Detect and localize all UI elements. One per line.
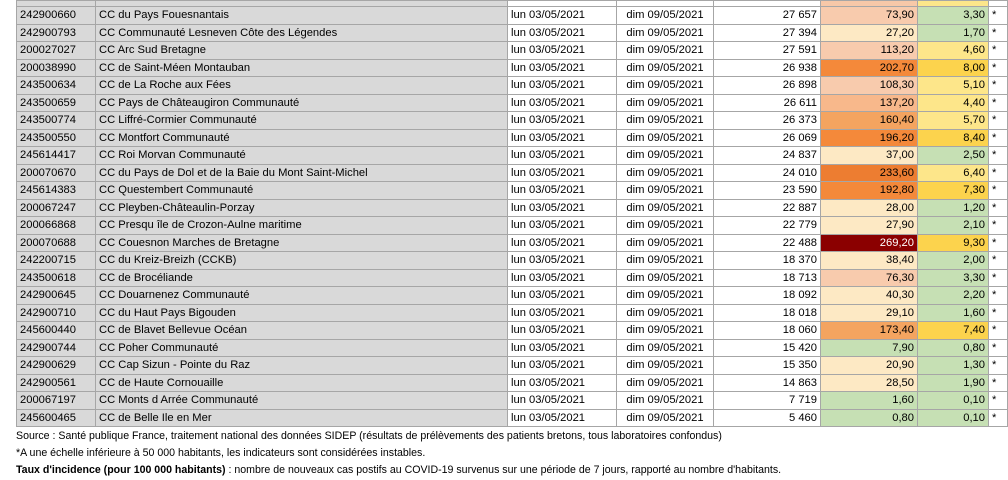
code-cell: 200070688 — [17, 234, 96, 252]
end-date-cell: dim 09/05/2021 — [617, 357, 714, 375]
population-cell: 14 863 — [714, 374, 821, 392]
population-cell: 26 373 — [714, 112, 821, 130]
population-cell: 15 420 — [714, 339, 821, 357]
population-cell: 23 590 — [714, 182, 821, 200]
instability-flag: * — [989, 234, 1008, 252]
code-cell: 200070670 — [17, 164, 96, 182]
incidence-rate-cell: 173,40 — [821, 322, 918, 340]
population-cell: 15 350 — [714, 357, 821, 375]
positivity-rate-cell: 6,40 — [918, 164, 989, 182]
population-cell: 18 018 — [714, 304, 821, 322]
start-date-cell: lun 03/05/2021 — [508, 182, 617, 200]
end-date-cell: dim 09/05/2021 — [617, 287, 714, 305]
table-row — [17, 234, 1008, 252]
table-row — [17, 24, 1008, 42]
code-cell: 243500774 — [17, 112, 96, 130]
population-cell: 27 394 — [714, 24, 821, 42]
start-date-cell: lun 03/05/2021 — [508, 24, 617, 42]
end-date-cell: dim 09/05/2021 — [617, 42, 714, 60]
instability-flag: * — [989, 94, 1008, 112]
instability-flag: * — [989, 129, 1008, 147]
name-cell: CC de Haute Cornouaille — [96, 374, 508, 392]
code-cell: 245600440 — [17, 322, 96, 340]
positivity-rate-cell: 0,80 — [918, 339, 989, 357]
footer-notes — [16, 428, 781, 479]
table-row — [17, 164, 1008, 182]
table-row — [17, 94, 1008, 112]
instability-flag: * — [989, 322, 1008, 340]
incidence-rate-cell: 196,20 — [821, 129, 918, 147]
end-date-cell: dim 09/05/2021 — [617, 24, 714, 42]
name-cell: CC Pays de Châteaugiron Communauté — [96, 94, 508, 112]
end-date-cell: dim 09/05/2021 — [617, 234, 714, 252]
table-row — [17, 217, 1008, 235]
start-date-cell: lun 03/05/2021 — [508, 217, 617, 235]
definition-text: : nombre de nouveaux cas postifs au COVID-19 survenus sur une période de 7 jours, rapporté au nombre d'habitants. — [225, 464, 782, 476]
name-cell: CC du Haut Pays Bigouden — [96, 304, 508, 322]
population-cell: 7 719 — [714, 392, 821, 410]
positivity-rate-cell: 3,30 — [918, 269, 989, 287]
start-date-cell: lun 03/05/2021 — [508, 234, 617, 252]
instability-flag: * — [989, 182, 1008, 200]
positivity-rate-cell: 1,70 — [918, 24, 989, 42]
name-cell: CC Liffré-Cormier Communauté — [96, 112, 508, 130]
table-row — [17, 322, 1008, 340]
start-date-cell: lun 03/05/2021 — [508, 199, 617, 217]
incidence-rate-cell: 0,80 — [821, 409, 918, 427]
end-date-cell: dim 09/05/2021 — [617, 252, 714, 270]
incidence-rate-cell: 1,60 — [821, 392, 918, 410]
incidence-rate-cell: 40,30 — [821, 287, 918, 305]
name-cell: CC de Brocéliande — [96, 269, 508, 287]
table-row — [17, 129, 1008, 147]
end-date-cell: dim 09/05/2021 — [617, 339, 714, 357]
table-row — [17, 287, 1008, 305]
positivity-rate-cell: 1,60 — [918, 304, 989, 322]
start-date-cell: lun 03/05/2021 — [508, 147, 617, 165]
population-cell: 26 938 — [714, 59, 821, 77]
start-date-cell: lun 03/05/2021 — [508, 164, 617, 182]
start-date-cell: lun 03/05/2021 — [508, 129, 617, 147]
name-cell: CC Pleyben-Châteaulin-Porzay — [96, 199, 508, 217]
name-cell: CC Couesnon Marches de Bretagne — [96, 234, 508, 252]
incidence-rate-cell: 37,00 — [821, 147, 918, 165]
start-date-cell: lun 03/05/2021 — [508, 304, 617, 322]
instability-flag: * — [989, 164, 1008, 182]
table-row — [17, 199, 1008, 217]
start-date-cell: lun 03/05/2021 — [508, 357, 617, 375]
incidence-rate-cell: 27,20 — [821, 24, 918, 42]
code-cell: 245614383 — [17, 182, 96, 200]
start-date-cell: lun 03/05/2021 — [508, 392, 617, 410]
definition-note — [16, 462, 781, 479]
code-cell: 200027027 — [17, 42, 96, 60]
population-cell: 18 713 — [714, 269, 821, 287]
positivity-rate-cell: 1,90 — [918, 374, 989, 392]
table-row — [17, 147, 1008, 165]
name-cell: CC Cap Sizun - Pointe du Raz — [96, 357, 508, 375]
positivity-rate-cell: 2,50 — [918, 147, 989, 165]
population-cell: 24 010 — [714, 164, 821, 182]
start-date-cell: lun 03/05/2021 — [508, 409, 617, 427]
population-cell: 5 460 — [714, 409, 821, 427]
code-cell: 200067197 — [17, 392, 96, 410]
instability-flag: * — [989, 42, 1008, 60]
population-cell: 27 591 — [714, 42, 821, 60]
incidence-rate-cell: 38,40 — [821, 252, 918, 270]
name-cell: CC Poher Communauté — [96, 339, 508, 357]
incidence-rate-cell: 160,40 — [821, 112, 918, 130]
table-row — [17, 59, 1008, 77]
positivity-rate-cell: 8,00 — [918, 59, 989, 77]
code-cell: 245600465 — [17, 409, 96, 427]
instability-flag: * — [989, 374, 1008, 392]
code-cell: 242900710 — [17, 304, 96, 322]
incidence-rate-cell: 76,30 — [821, 269, 918, 287]
incidence-rate-cell: 20,90 — [821, 357, 918, 375]
incidence-rate-cell: 137,20 — [821, 94, 918, 112]
incidence-rate-cell: 27,90 — [821, 217, 918, 235]
table-row — [17, 339, 1008, 357]
positivity-rate-cell: 9,30 — [918, 234, 989, 252]
start-date-cell: lun 03/05/2021 — [508, 42, 617, 60]
table-row — [17, 182, 1008, 200]
instability-flag: * — [989, 77, 1008, 95]
positivity-rate-cell: 7,30 — [918, 182, 989, 200]
code-cell: 243500659 — [17, 94, 96, 112]
table-row — [17, 7, 1008, 25]
end-date-cell: dim 09/05/2021 — [617, 392, 714, 410]
code-cell: 243500618 — [17, 269, 96, 287]
positivity-rate-cell: 0,10 — [918, 409, 989, 427]
incidence-rate-cell: 233,60 — [821, 164, 918, 182]
positivity-rate-cell: 5,10 — [918, 77, 989, 95]
end-date-cell: dim 09/05/2021 — [617, 164, 714, 182]
table-row — [17, 392, 1008, 410]
name-cell: CC du Pays Fouesnantais — [96, 7, 508, 25]
instability-flag: * — [989, 24, 1008, 42]
end-date-cell: dim 09/05/2021 — [617, 217, 714, 235]
positivity-rate-cell: 1,30 — [918, 357, 989, 375]
instability-flag: * — [989, 199, 1008, 217]
code-cell: 242900793 — [17, 24, 96, 42]
incidence-rate-cell: 7,90 — [821, 339, 918, 357]
end-date-cell: dim 09/05/2021 — [617, 94, 714, 112]
incidence-rate-cell: 113,20 — [821, 42, 918, 60]
end-date-cell: dim 09/05/2021 — [617, 304, 714, 322]
end-date-cell: dim 09/05/2021 — [617, 322, 714, 340]
start-date-cell: lun 03/05/2021 — [508, 112, 617, 130]
start-date-cell: lun 03/05/2021 — [508, 374, 617, 392]
positivity-rate-cell: 2,20 — [918, 287, 989, 305]
name-cell: CC de Blavet Bellevue Océan — [96, 322, 508, 340]
start-date-cell: lun 03/05/2021 — [508, 59, 617, 77]
table-row — [17, 77, 1008, 95]
positivity-rate-cell: 2,10 — [918, 217, 989, 235]
end-date-cell: dim 09/05/2021 — [617, 59, 714, 77]
code-cell: 245614417 — [17, 147, 96, 165]
start-date-cell: lun 03/05/2021 — [508, 269, 617, 287]
incidence-rate-cell: 29,10 — [821, 304, 918, 322]
positivity-rate-cell: 4,60 — [918, 42, 989, 60]
name-cell: CC Communauté Lesneven Côte des Légendes — [96, 24, 508, 42]
code-cell: 242900744 — [17, 339, 96, 357]
positivity-rate-cell: 7,40 — [918, 322, 989, 340]
instability-flag: * — [989, 287, 1008, 305]
instability-flag: * — [989, 304, 1008, 322]
population-cell: 22 887 — [714, 199, 821, 217]
positivity-rate-cell: 8,40 — [918, 129, 989, 147]
name-cell: CC Monts d Arrée Communauté — [96, 392, 508, 410]
table-row — [17, 374, 1008, 392]
population-cell: 18 370 — [714, 252, 821, 270]
end-date-cell: dim 09/05/2021 — [617, 199, 714, 217]
name-cell: CC Douarnenez Communauté — [96, 287, 508, 305]
code-cell: 242900629 — [17, 357, 96, 375]
population-cell: 22 779 — [714, 217, 821, 235]
instability-flag: * — [989, 112, 1008, 130]
positivity-rate-cell: 2,00 — [918, 252, 989, 270]
table-row — [17, 112, 1008, 130]
end-date-cell: dim 09/05/2021 — [617, 147, 714, 165]
name-cell: CC Montfort Communauté — [96, 129, 508, 147]
table-row — [17, 357, 1008, 375]
name-cell: CC de Saint-Méen Montauban — [96, 59, 508, 77]
instability-flag: * — [989, 147, 1008, 165]
instability-flag: * — [989, 339, 1008, 357]
code-cell: 242900561 — [17, 374, 96, 392]
end-date-cell: dim 09/05/2021 — [617, 409, 714, 427]
incidence-rate-cell: 28,00 — [821, 199, 918, 217]
positivity-rate-cell: 0,10 — [918, 392, 989, 410]
population-cell: 24 837 — [714, 147, 821, 165]
population-cell: 26 069 — [714, 129, 821, 147]
incidence-table — [16, 0, 997, 427]
table-row — [17, 252, 1008, 270]
name-cell: CC de La Roche aux Fées — [96, 77, 508, 95]
data-grid — [16, 0, 1008, 427]
positivity-rate-cell: 1,20 — [918, 199, 989, 217]
name-cell: CC Presqu île de Crozon-Aulne maritime — [96, 217, 508, 235]
start-date-cell: lun 03/05/2021 — [508, 322, 617, 340]
start-date-cell: lun 03/05/2021 — [508, 77, 617, 95]
instability-note: *A une échelle inférieure à 50 000 habitants, les indicateurs sont considérées instables. — [16, 447, 426, 459]
end-date-cell: dim 09/05/2021 — [617, 269, 714, 287]
name-cell: CC du Pays de Dol et de la Baie du Mont Saint-Michel — [96, 164, 508, 182]
name-cell: CC du Kreiz-Breizh (CCKB) — [96, 252, 508, 270]
code-cell: 243500550 — [17, 129, 96, 147]
incidence-rate-cell: 192,80 — [821, 182, 918, 200]
incidence-rate-cell: 108,30 — [821, 77, 918, 95]
name-cell: CC de Belle Ile en Mer — [96, 409, 508, 427]
code-cell: 242900660 — [17, 7, 96, 25]
end-date-cell: dim 09/05/2021 — [617, 129, 714, 147]
instability-flag: * — [989, 59, 1008, 77]
population-cell: 27 657 — [714, 7, 821, 25]
start-date-cell: lun 03/05/2021 — [508, 7, 617, 25]
end-date-cell: dim 09/05/2021 — [617, 182, 714, 200]
population-cell: 18 092 — [714, 287, 821, 305]
end-date-cell: dim 09/05/2021 — [617, 77, 714, 95]
code-cell: 242200715 — [17, 252, 96, 270]
end-date-cell: dim 09/05/2021 — [617, 374, 714, 392]
positivity-rate-cell: 5,70 — [918, 112, 989, 130]
instability-flag: * — [989, 252, 1008, 270]
incidence-rate-cell: 73,90 — [821, 7, 918, 25]
end-date-cell: dim 09/05/2021 — [617, 7, 714, 25]
instability-flag: * — [989, 217, 1008, 235]
table-row — [17, 409, 1008, 427]
incidence-rate-cell: 28,50 — [821, 374, 918, 392]
population-cell: 26 898 — [714, 77, 821, 95]
instability-flag: * — [989, 269, 1008, 287]
incidence-rate-cell: 269,20 — [821, 234, 918, 252]
start-date-cell: lun 03/05/2021 — [508, 94, 617, 112]
instability-flag: * — [989, 392, 1008, 410]
start-date-cell: lun 03/05/2021 — [508, 339, 617, 357]
positivity-rate-cell: 3,30 — [918, 7, 989, 25]
name-cell: CC Arc Sud Bretagne — [96, 42, 508, 60]
definition-label: Taux d'incidence (pour 100 000 habitants) — [16, 464, 226, 476]
start-date-cell: lun 03/05/2021 — [508, 252, 617, 270]
instability-flag: * — [989, 7, 1008, 25]
instability-flag: * — [989, 409, 1008, 427]
table-row — [17, 42, 1008, 60]
code-cell: 200067247 — [17, 199, 96, 217]
start-date-cell: lun 03/05/2021 — [508, 287, 617, 305]
population-cell: 26 611 — [714, 94, 821, 112]
population-cell: 22 488 — [714, 234, 821, 252]
code-cell: 200038990 — [17, 59, 96, 77]
name-cell: CC Questembert Communauté — [96, 182, 508, 200]
end-date-cell: dim 09/05/2021 — [617, 112, 714, 130]
name-cell: CC Roi Morvan Communauté — [96, 147, 508, 165]
population-cell: 18 060 — [714, 322, 821, 340]
table-row — [17, 304, 1008, 322]
code-cell: 242900645 — [17, 287, 96, 305]
code-cell: 200066868 — [17, 217, 96, 235]
table-row — [17, 269, 1008, 287]
incidence-rate-cell: 202,70 — [821, 59, 918, 77]
positivity-rate-cell: 4,40 — [918, 94, 989, 112]
source-note: Source : Santé publique France, traitement national des données SIDEP (résultats de prélèvements des patients bretons, tous laboratoires confondus) — [16, 430, 722, 442]
instability-flag: * — [989, 357, 1008, 375]
code-cell: 243500634 — [17, 77, 96, 95]
